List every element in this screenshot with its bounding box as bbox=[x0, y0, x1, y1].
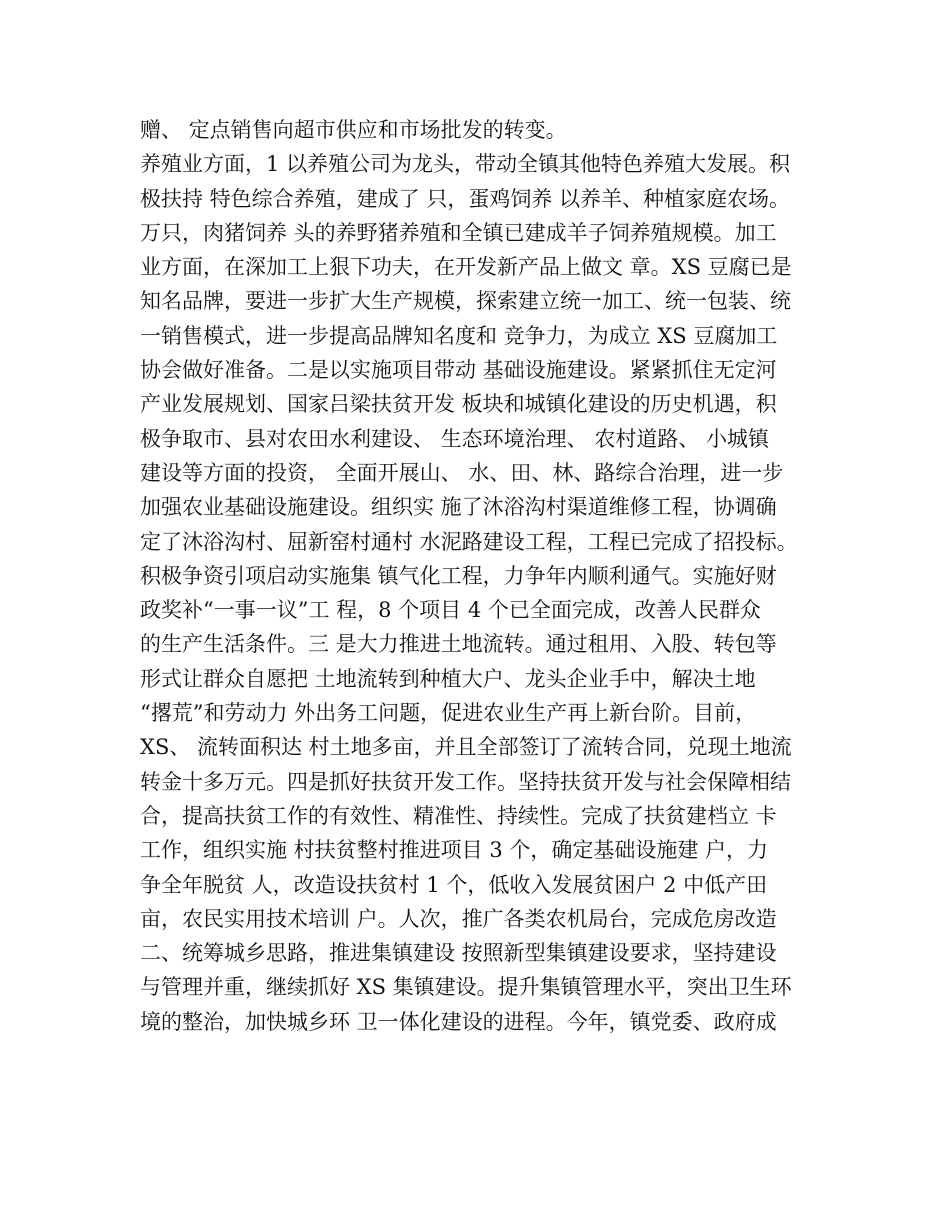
text-line: 亩，农民实用技术培训 户。人次，推广各类农机局台，完成危房改造 bbox=[140, 906, 777, 931]
text-line: 合，提高扶贫工作的有效性、精准性、持续性。完成了扶贫建档立 卡 bbox=[140, 803, 777, 828]
text-line: 定了沐浴沟村、屈新窑村通村 水泥路建设工程，工程已完成了招投标。 bbox=[140, 529, 798, 554]
text-line: 转金十多万元。四是抓好扶贫开发工作。坚持扶贫开发与社会保障相结 bbox=[140, 769, 791, 794]
text-line: 建设等方面的投资， 全面开展山、 水、田、林、路综合治理，进一步 bbox=[140, 460, 784, 485]
text-line: 极扶持 特色综合养殖，建成了 只，蛋鸡饲养 以养羊、种植家庭农场。 bbox=[140, 186, 791, 211]
text-line: 极争取市、县对农田水利建设、 生态环境治理、 农村道路、 小城镇 bbox=[140, 426, 770, 451]
text-line: 产业发展规划、国家吕梁扶贫开发 板块和城镇化建设的历史机遇，积 bbox=[140, 392, 777, 417]
text-line: 业方面，在深加工上狠下功夫，在开发新产品上做文 章。XS 豆腐已是 bbox=[140, 255, 792, 280]
text-line: 二、统筹城乡思路，推进集镇建设 按照新型集镇建设要求，坚持建设 bbox=[140, 941, 777, 966]
text-line: 的生产生活条件。三 是大力推进土地流转。通过租用、入股、转包等 bbox=[140, 632, 777, 657]
text-line: 政奖补“一事一议”工 程，8 个项目 4 个已全面完成，改善人民群众 bbox=[140, 598, 761, 623]
text-line: 与管理并重，继续抓好 XS 集镇建设。提升集镇管理水平，突出卫生环 bbox=[140, 975, 792, 1000]
text-line: 协会做好准备。二是以实施项目带动 基础设施建设。紧紧抓住无定河 bbox=[140, 358, 777, 383]
text-line: XS、 流转面积达 村土地多亩，并且全部签订了流转合同，兑现土地流 bbox=[140, 735, 792, 760]
text-line: 知名品牌，要进一步扩大生产规模，探索建立统一加工、统一包装、统 bbox=[140, 289, 791, 314]
body-text bbox=[140, 113, 830, 1039]
text-line: 赠、 定点销售向超市供应和市场批发的转变。 bbox=[140, 118, 567, 142]
text-line: 形式让群众自愿把 土地流转到种植大户、龙头企业手中，解决土地 bbox=[140, 666, 756, 691]
text-line: “撂荒”和劳动力 外出务工问题，促进农业生产再上新台阶。目前， bbox=[140, 701, 757, 726]
text-line: 万只，肉猪饲养 头的养野猪养殖和全镇已建成羊子饲养殖规模。加工 bbox=[140, 220, 777, 245]
text-line: 工作，组织实施 村扶贫整村推进项目 3 个，确定基础设施建 户，力 bbox=[140, 838, 769, 863]
text-line: 境的整治，加快城乡环 卫一体化建设的进程。今年，镇党委、政府成 bbox=[140, 1009, 777, 1034]
text-line: 积极争资引项启动实施集 镇气化工程，力争年内顺利通气。实施好财 bbox=[140, 563, 777, 588]
text-line: 争全年脱贫 人，改造设扶贫村 1 个，低收入发展贫困户 2 中低产田 bbox=[140, 872, 768, 897]
text-line: 养殖业方面，1 以养殖公司为龙头，带动全镇其他特色养殖大发展。积 bbox=[140, 152, 791, 177]
text-line: 一销售模式，进一步提高品牌知名度和 竞争力，为成立 XS 豆腐加工 bbox=[140, 323, 778, 348]
text-line: 加强农业基础设施建设。组织实 施了沐浴沟村渠道维修工程，协调确 bbox=[140, 495, 777, 520]
